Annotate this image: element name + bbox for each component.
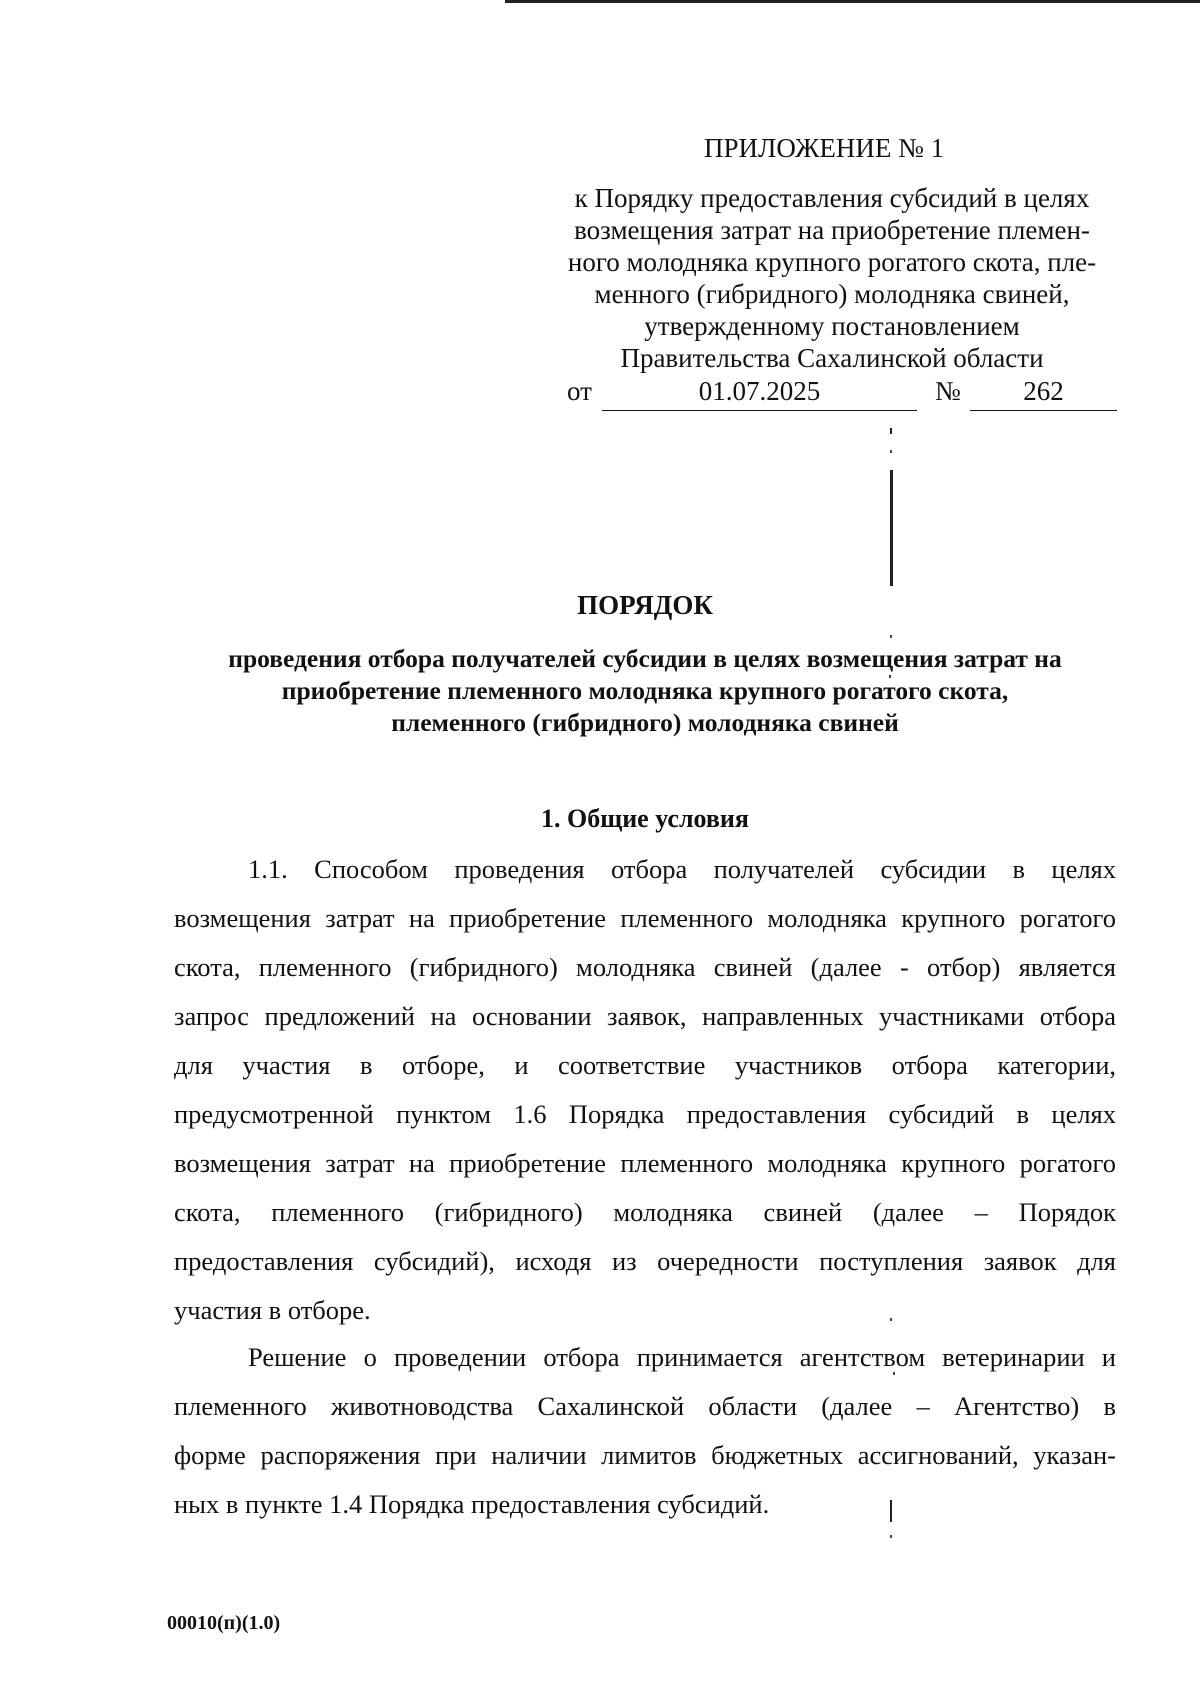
appendix-title: ПРИЛОЖЕНИЕ № 1 (704, 133, 945, 163)
paragraph-line: предоставления субсидий), исходя из очередности поступления заявок для (174, 1246, 1116, 1276)
appendix-line: Правительства Сахалинской области (620, 343, 1044, 373)
scan-artifact (890, 428, 892, 434)
appendix-line: к Порядку предоставления субсидий в целях (574, 183, 1090, 213)
paragraph-decision (174, 1333, 1116, 1529)
paragraph-line: скота, племенного (гибридного) молодняка свиней (далее - отбор) является (174, 952, 1116, 982)
scan-artifact (890, 450, 892, 453)
paragraph-1-1 (174, 845, 1116, 1335)
appendix-line: ного молодняка крупного рогатого скота, пле- (567, 247, 1097, 277)
scan-artifact (890, 470, 893, 586)
date-field (602, 376, 917, 411)
paragraph-line: скота, племенного (гибридного) молодняка свиней (далее – Порядок (174, 1197, 1116, 1227)
document-heading: ПОРЯДОК (577, 590, 713, 620)
paragraph-line: участия в отборе. (174, 1295, 371, 1325)
number-prefix: № (935, 376, 961, 406)
scan-artifact (890, 1535, 892, 1538)
scan-artifact (890, 635, 892, 638)
paragraph-line: для участия в отборе, и соответствие участников отбора категории, (174, 1050, 1116, 1080)
appendix-line: возмещения затрат на приобретение племен- (574, 215, 1090, 245)
document-subheading (170, 643, 1120, 739)
paragraph-line: предусмотренной пунктом 1.6 Порядка предоставления субсидий в целях (174, 1099, 1116, 1129)
subheading-line: проведения отбора получателей субсидии в целях возмещения затрат на (228, 644, 1062, 673)
paragraph-line: 1.1. Способом проведения отбора получателей субсидии в целях (248, 854, 1116, 884)
appendix-line: утвержденному постановлением (644, 311, 1020, 341)
paragraph-line: ных в пункте 1.4 Порядка предоставления субсидий. (174, 1489, 770, 1519)
appendix-line: менного (гибридного) молодняка свиней, (594, 279, 1070, 309)
resolution-number: 262 (1023, 376, 1064, 406)
subheading-line: племенного (гибридного) молодняка свиней (391, 708, 899, 737)
paragraph-line: возмещения затрат на приобретение племенного молодняка крупного рогатого (174, 1148, 1116, 1178)
paragraph-line: запрос предложений на основании заявок, направленных участниками отбора (174, 1001, 1116, 1031)
resolution-date: 01.07.2025 (698, 376, 821, 406)
section-title: 1. Общие условия (541, 804, 749, 833)
resolution-date-row (567, 376, 1117, 412)
paragraph-line: племенного животноводства Сахалинской области (далее – Агентство) в (174, 1391, 1116, 1421)
scan-top-rule (505, 0, 1200, 3)
paragraph-line: форме распоряжения при наличии лимитов бюджетных ассигнований, указан- (174, 1440, 1116, 1470)
date-prefix: от (567, 376, 592, 406)
subheading-line: приобретение племенного молодняка крупного рогатого скота, (281, 676, 1009, 705)
paragraph-line: возмещения затрат на приобретение племенного молодняка крупного рогатого (174, 903, 1116, 933)
paragraph-line: Решение о проведении отбора принимается агентством ветеринарии и (248, 1342, 1116, 1372)
appendix-reference (548, 182, 1116, 374)
form-code: 00010(п)(1.0) (167, 1612, 281, 1634)
number-field (970, 376, 1117, 411)
